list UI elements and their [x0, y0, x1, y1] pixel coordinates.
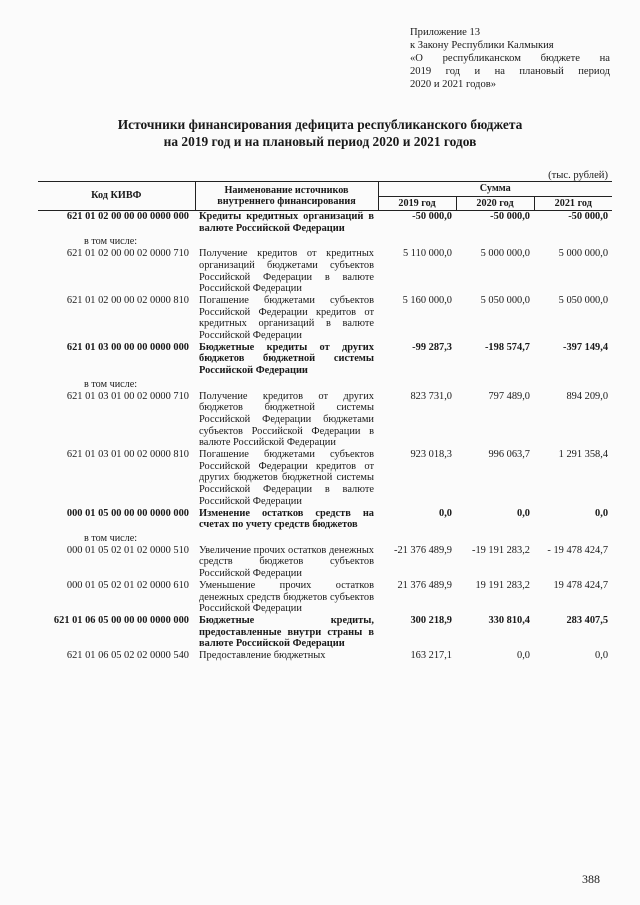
value-2021: 894 209,0: [566, 390, 609, 402]
value-2019: 823 731,0: [410, 390, 452, 402]
appendix-word: год: [445, 66, 461, 77]
value-2020: 5 000 000,0: [480, 248, 530, 260]
table-row: [38, 615, 612, 650]
appendix-word: бюджете: [540, 53, 580, 64]
value-2020: 996 063,7: [488, 449, 530, 461]
row-code: 621 01 03 00 00 00 0000 000: [66, 341, 189, 353]
header-year: 2019 год: [378, 196, 456, 211]
value-2019: -99 287,3: [412, 341, 452, 353]
row-name: Бюджетные кредиты, предоставленные внутри страны в валюте Российской Федерации: [199, 614, 374, 650]
value-2020: 19 191 283,2: [475, 579, 530, 591]
value-2019: -50 000,0: [412, 211, 452, 222]
subheading-row: [38, 377, 612, 391]
value-2021: 1 291 358,4: [558, 449, 609, 461]
row-name: Бюджетные кредиты от других бюджетов бюджетной системы Российской Федерации: [199, 341, 374, 377]
value-2020: 5 050 000,0: [480, 294, 530, 306]
page-number: 388: [582, 872, 600, 886]
row-code: 621 01 06 05 00 00 00 0000 000: [53, 614, 189, 626]
appendix-line: 2020 и 2021 годов»: [410, 79, 497, 90]
value-2021: 283 407,5: [566, 614, 609, 626]
row-name: Получение кредитов от других бюджетов бюджетной системы Российской Федерации бюджетами субъектов Российской Федерации в валюте Российской Федерации: [199, 390, 374, 449]
table-row: [38, 248, 612, 295]
row-code: 621 01 03 01 00 02 0000 710: [66, 390, 189, 402]
title-line: Источники финансирования дефицита республиканского бюджета: [117, 117, 523, 132]
row-name: Получение кредитов от кредитных организаций бюджетами субъектов Российской Федерации в валюте Российской Федерации: [199, 248, 374, 295]
document-title: [40, 117, 600, 150]
table-body: [38, 211, 612, 662]
financing-sources-table: [38, 181, 612, 662]
appendix-word: 2019: [410, 66, 432, 77]
value-2019: 300 218,9: [410, 614, 452, 626]
header-code: Код КИВФ: [38, 182, 195, 211]
units-note: (тыс. рублей): [548, 170, 608, 181]
table-row: [38, 508, 612, 531]
table-row: [38, 449, 612, 508]
value-2020: 797 489,0: [488, 390, 530, 402]
row-code: 621 01 02 00 00 00 0000 000: [66, 211, 189, 222]
subheading-label: в том числе:: [84, 236, 138, 248]
value-2019: 163 217,1: [410, 650, 452, 662]
appendix-line-justified: [410, 52, 610, 65]
table-row: [38, 295, 612, 342]
table-row: [38, 391, 612, 450]
header-year: 2020 год: [456, 196, 534, 211]
subheading-row: [38, 234, 612, 248]
appendix-word: республиканском: [442, 53, 521, 64]
value-2021: 19 478 424,7: [553, 579, 609, 591]
value-2019: -21 376 489,9: [393, 544, 452, 556]
value-2021: 0,0: [595, 650, 609, 662]
appendix-line-justified: [410, 65, 610, 78]
table-row: [38, 211, 612, 235]
value-2019: 923 018,3: [410, 449, 452, 461]
value-2020: 0,0: [517, 507, 530, 519]
subheading-label: в том числе:: [84, 532, 138, 544]
appendix-word: на: [599, 53, 610, 64]
appendix-word: на: [494, 66, 505, 77]
row-code: 621 01 03 01 00 02 0000 810: [66, 449, 189, 461]
appendix-word: и: [474, 66, 481, 77]
row-name: Погашение бюджетами субъектов Российской Федерации кредитов от кредитных организаций в валюте Российской Федерации: [199, 294, 374, 342]
value-2021: -50 000,0: [568, 211, 609, 222]
row-code: 621 01 06 05 02 02 0000 540: [66, 650, 189, 662]
row-name: Кредиты кредитных организаций в валюте Российской Федерации: [199, 211, 374, 234]
row-name: Погашение бюджетами субъектов Российской Федерации кредитов от других бюджетов бюджетной системы Российской Федерации в валюте Российской Федерации: [199, 449, 374, 507]
appendix-line: к Закону Республики Калмыкия: [410, 40, 554, 51]
value-2021: 0,0: [595, 507, 609, 519]
appendix-word: «О: [410, 53, 423, 64]
row-name: Уменьшение прочих остатков денежных средств бюджетов субъектов Российской Федерации: [199, 579, 374, 615]
value-2019: 5 110 000,0: [403, 248, 452, 260]
row-name: Увеличение прочих остатков денежных средств бюджетов субъектов Российской Федерации: [199, 544, 374, 580]
row-name: Изменение остатков средств на счетах по учету средств бюджетов: [199, 507, 374, 531]
row-name: Предоставление бюджетных: [199, 650, 326, 662]
header-name: Наименование источников внутреннего финансирования: [195, 182, 378, 211]
value-2020: 0,0: [517, 650, 530, 662]
row-code: 000 01 05 00 00 00 0000 000: [66, 507, 189, 519]
subheading-row: [38, 531, 612, 545]
appendix-note: [410, 26, 610, 91]
table-row: [38, 545, 612, 580]
value-2021: 5 000 000,0: [558, 248, 609, 260]
value-2020: -50 000,0: [490, 211, 530, 222]
row-code: 621 01 02 00 00 02 0000 710: [66, 248, 189, 260]
value-2021: 5 050 000,0: [558, 294, 609, 306]
row-code: 621 01 02 00 00 02 0000 810: [66, 294, 189, 306]
appendix-word: плановый: [519, 66, 564, 77]
value-2019: 0,0: [439, 507, 452, 519]
header-year: 2021 год: [534, 196, 612, 211]
row-code: 000 01 05 02 01 02 0000 510: [66, 544, 189, 556]
header-sum: Сумма: [378, 182, 612, 197]
table-row: [38, 342, 612, 377]
subheading-label: в том числе:: [84, 378, 138, 390]
table-row: [38, 650, 612, 662]
value-2021: - 19 478 424,7: [547, 544, 609, 556]
value-2019: 21 376 489,9: [397, 579, 452, 591]
appendix-word: период: [578, 66, 610, 77]
value-2020: 330 810,4: [488, 614, 530, 626]
value-2020: -19 191 283,2: [471, 544, 530, 556]
title-line: на 2019 год и на плановый период 2020 и 2021 годов: [163, 133, 477, 149]
value-2019: 5 160 000,0: [402, 294, 452, 306]
value-2020: -198 574,7: [484, 341, 530, 353]
appendix-line: Приложение 13: [410, 27, 481, 38]
table-row: [38, 580, 612, 615]
value-2021: -397 149,4: [563, 341, 609, 353]
row-code: 000 01 05 02 01 02 0000 610: [66, 579, 189, 591]
